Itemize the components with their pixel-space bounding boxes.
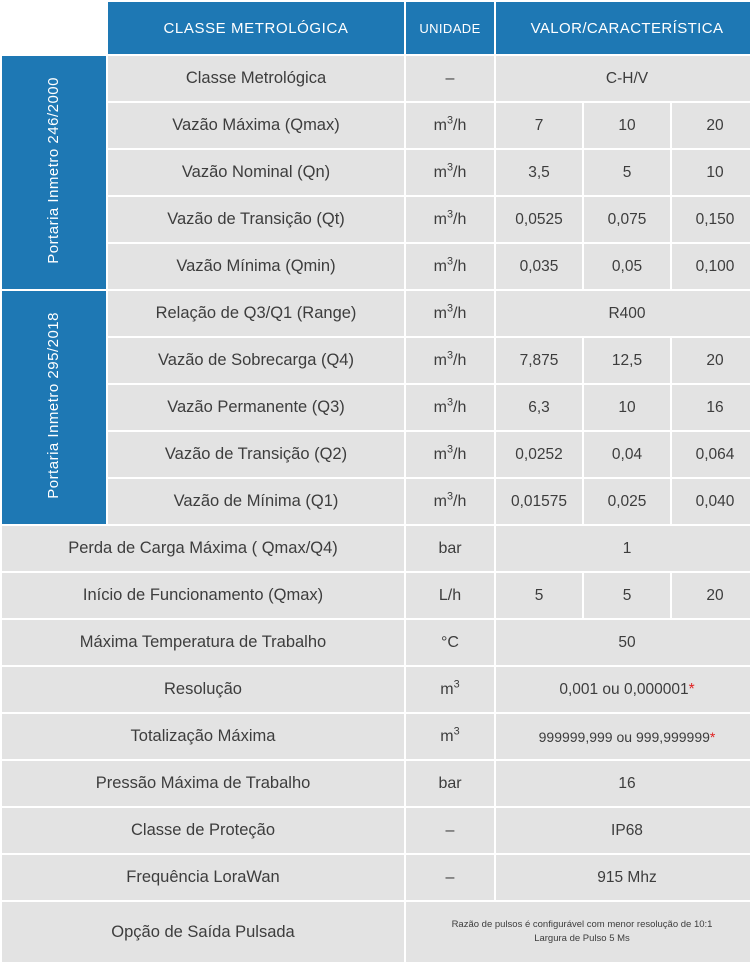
row-value-inicio-funcionamento-3: 20: [672, 573, 750, 618]
row-value-text: R400: [608, 304, 646, 322]
row-value-vazao-nominal-qn-1: 3,5: [496, 150, 582, 195]
row-value-vazao-sobrecarga-q4-3: 20: [672, 338, 750, 383]
row-unit-vazao-nominal-qn: $m^3/h$: [406, 150, 494, 195]
note-line-1: Razão de pulsos é configurável com menor resolução de 10:1: [451, 918, 713, 930]
table-row: [2, 244, 750, 289]
row-value-text: C-H/V: [605, 69, 649, 87]
asterisk-marker: *: [709, 728, 716, 745]
header-valor-caracteristica: VALOR/CARACTERÍSTICA: [496, 2, 750, 54]
row-value-inicio-funcionamento-2: 5: [584, 573, 670, 618]
table-row: [2, 855, 750, 900]
row-value-pressao-maxima: [496, 761, 750, 806]
group-label-portaria-295: [2, 291, 106, 524]
table-row: [2, 761, 750, 806]
row-value-text: 999999,999 ou 999,999999: [538, 728, 710, 745]
row-unit-vazao-permanente-q3: $m^3/h$: [406, 385, 494, 430]
row-label-classe-metrologica: Classe Metrológica: [108, 56, 404, 101]
row-label-pressao-maxima: Pressão Máxima de Trabalho: [2, 761, 404, 806]
row-unit-totalizacao-maxima: $m^3$: [406, 714, 494, 759]
group-label-text: Portaria Inmetro 295/2018: [44, 312, 62, 499]
table-row: [2, 197, 750, 242]
row-value-vazao-sobrecarga-q4-1: 7,875: [496, 338, 582, 383]
table-row: [2, 479, 750, 524]
row-value-text: IP68: [611, 821, 643, 839]
row-unit-vazao-sobrecarga-q4: $m^3/h$: [406, 338, 494, 383]
header-classe-metrologica: CLASSE METROLÓGICA: [108, 2, 404, 54]
row-value-maxima-temperatura: [496, 620, 750, 665]
table-header-row: [2, 2, 750, 54]
row-value-vazao-minima-qmin-3: 0,100: [672, 244, 750, 289]
table-row: [2, 620, 750, 665]
row-value-perda-carga-maxima: [496, 526, 750, 571]
row-value-vazao-permanente-q3-2: 10: [584, 385, 670, 430]
row-unit-vazao-transicao-qt: $m^3/h$: [406, 197, 494, 242]
row-value-vazao-transicao-q2-1: 0,0252: [496, 432, 582, 477]
row-note-opcao-saida-pulsada: [406, 902, 750, 962]
row-unit-classe-protecao: –: [406, 808, 494, 853]
row-label-inicio-funcionamento: Início de Funcionamento (Qmax): [2, 573, 404, 618]
row-value-vazao-transicao-qt-3: 0,150: [672, 197, 750, 242]
row-value-relacao-q3-q1: [496, 291, 750, 336]
row-unit-resolucao: $m^3$: [406, 667, 494, 712]
row-value-vazao-minima-q1-3: 0,040: [672, 479, 750, 524]
row-unit-inicio-funcionamento: L/h: [406, 573, 494, 618]
row-unit-vazao-maxima-qmax: $m^3/h$: [406, 103, 494, 148]
table-row: [2, 573, 750, 618]
table-row: [2, 150, 750, 195]
row-value-vazao-maxima-qmax-2: 10: [584, 103, 670, 148]
group-label-portaria-246: [2, 56, 106, 289]
table-row: [2, 667, 750, 712]
row-value-vazao-transicao-q2-2: 0,04: [584, 432, 670, 477]
row-unit-vazao-minima-q1: $m^3/h$: [406, 479, 494, 524]
group-label-text: Portaria Inmetro 246/2000: [44, 77, 62, 264]
row-value-vazao-nominal-qn-3: 10: [672, 150, 750, 195]
row-unit-vazao-transicao-q2: $m^3/h$: [406, 432, 494, 477]
row-label-perda-carga-maxima: Perda de Carga Máxima ( Qmax/Q4): [2, 526, 404, 571]
row-value-classe-metrologica: [496, 56, 750, 101]
row-value-vazao-permanente-q3-1: 6,3: [496, 385, 582, 430]
row-value-vazao-minima-qmin-2: 0,05: [584, 244, 670, 289]
row-value-text: 1: [622, 539, 632, 557]
row-value-text: 16: [618, 774, 636, 792]
row-label-totalizacao-maxima: Totalização Máxima: [2, 714, 404, 759]
table-row: [2, 56, 750, 101]
row-value-text: 915 Mhz: [597, 868, 657, 886]
row-unit-vazao-minima-qmin: $m^3/h$: [406, 244, 494, 289]
row-value-vazao-transicao-qt-2: 0,075: [584, 197, 670, 242]
row-label-vazao-nominal-qn: Vazão Nominal (Qn): [108, 150, 404, 195]
row-value-resolucao: [496, 667, 750, 712]
row-label-classe-protecao: Classe de Proteção: [2, 808, 404, 853]
row-label-vazao-minima-qmin: Vazão Mínima (Qmin): [108, 244, 404, 289]
row-value-classe-protecao: [496, 808, 750, 853]
row-value-totalizacao-maxima: [496, 714, 750, 759]
row-label-vazao-minima-q1: Vazão de Mínima (Q1): [108, 479, 404, 524]
row-label-vazao-permanente-q3: Vazão Permanente (Q3): [108, 385, 404, 430]
row-value-vazao-transicao-qt-1: 0,0525: [496, 197, 582, 242]
table-row: [2, 338, 750, 383]
row-value-vazao-maxima-qmax-1: 7: [496, 103, 582, 148]
row-label-vazao-transicao-qt: Vazão de Transição (Qt): [108, 197, 404, 242]
table-row: [2, 808, 750, 853]
row-value-vazao-permanente-q3-3: 16: [672, 385, 750, 430]
row-value-vazao-minima-q1-2: 0,025: [584, 479, 670, 524]
row-label-frequencia-lorawan: Frequência LoraWan: [2, 855, 404, 900]
row-value-vazao-minima-qmin-1: 0,035: [496, 244, 582, 289]
row-label-maxima-temperatura: Máxima Temperatura de Trabalho: [2, 620, 404, 665]
row-label-relacao-q3-q1: Relação de Q3/Q1 (Range): [108, 291, 404, 336]
row-label-opcao-saida-pulsada: Opção de Saída Pulsada: [2, 902, 404, 962]
row-label-resolucao: Resolução: [2, 667, 404, 712]
row-unit-classe-metrologica: –: [406, 56, 494, 101]
row-value-inicio-funcionamento-1: 5: [496, 573, 582, 618]
row-unit-perda-carga-maxima: bar: [406, 526, 494, 571]
note-line-2: Largura de Pulso 5 Ms: [534, 933, 630, 944]
row-value-vazao-minima-q1-1: 0,01575: [496, 479, 582, 524]
asterisk-marker: *: [688, 680, 695, 698]
row-value-frequencia-lorawan: [496, 855, 750, 900]
row-label-vazao-sobrecarga-q4: Vazão de Sobrecarga (Q4): [108, 338, 404, 383]
table-row: [2, 902, 750, 962]
table-row: [2, 103, 750, 148]
row-value-text: 50: [618, 633, 636, 651]
row-value-vazao-maxima-qmax-3: 20: [672, 103, 750, 148]
table-row: [2, 385, 750, 430]
table-row: [2, 291, 750, 336]
row-unit-relacao-q3-q1: $m^3/h$: [406, 291, 494, 336]
table-row: [2, 526, 750, 571]
table-row: [2, 432, 750, 477]
table-row: [2, 714, 750, 759]
row-unit-pressao-maxima: bar: [406, 761, 494, 806]
row-unit-frequencia-lorawan: –: [406, 855, 494, 900]
row-value-text: 0,001 ou 0,000001: [559, 680, 689, 698]
header-unidade: UNIDADE: [406, 2, 494, 54]
row-label-vazao-transicao-q2: Vazão de Transição (Q2): [108, 432, 404, 477]
row-label-vazao-maxima-qmax: Vazão Máxima (Qmax): [108, 103, 404, 148]
header-corner-blank: [2, 2, 106, 54]
row-value-vazao-nominal-qn-2: 5: [584, 150, 670, 195]
row-value-vazao-transicao-q2-3: 0,064: [672, 432, 750, 477]
row-unit-maxima-temperatura: °C: [406, 620, 494, 665]
row-value-vazao-sobrecarga-q4-2: 12,5: [584, 338, 670, 383]
